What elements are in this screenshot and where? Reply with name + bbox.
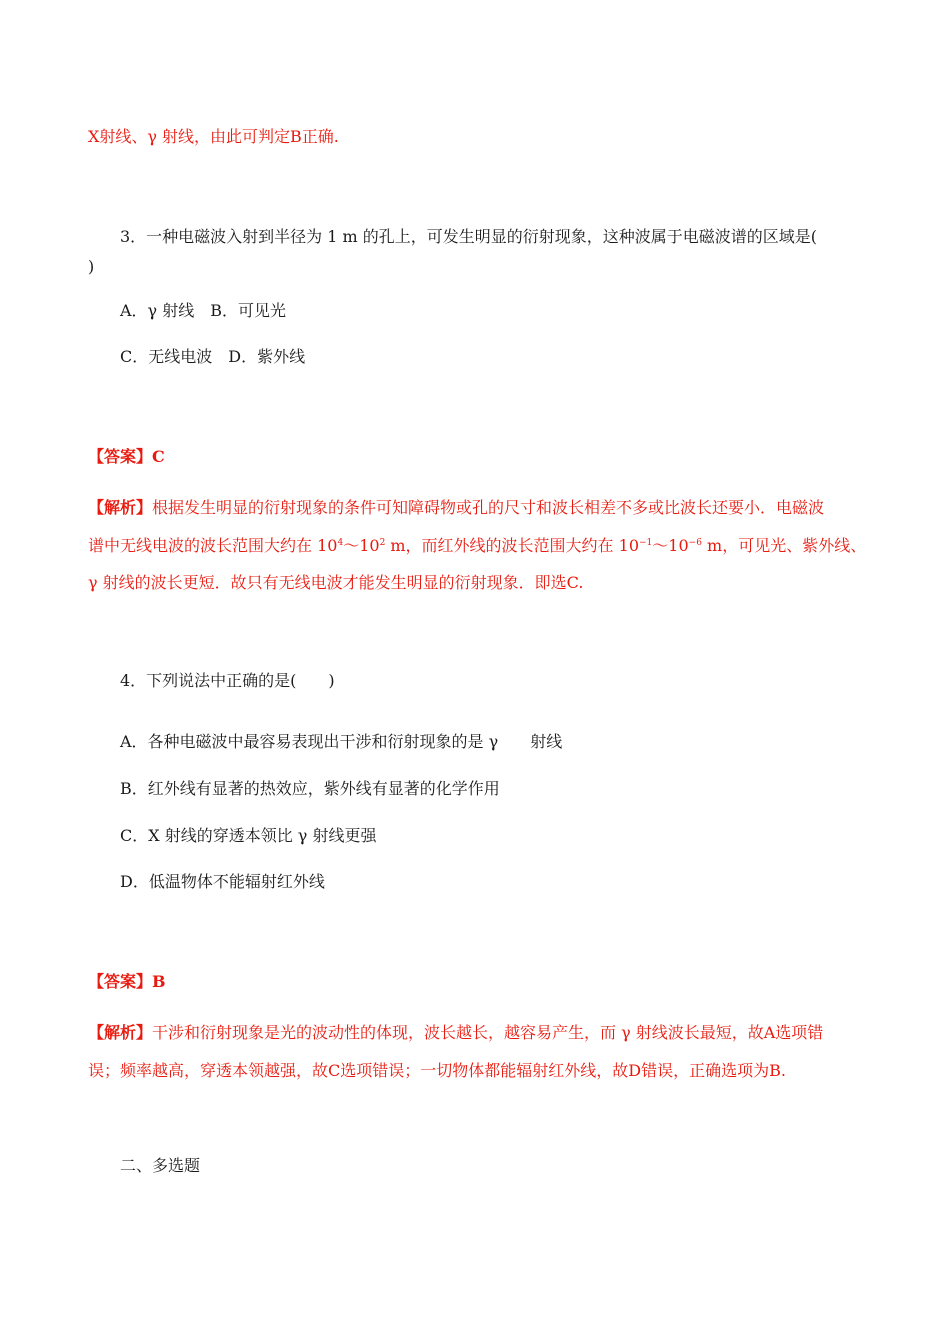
- q3-options-ab: A．γ 射线 B．可见光: [120, 301, 286, 320]
- q3-stem: 3．一种电磁波入射到半径为 1 m 的孔上，可发生明显的衍射现象，这种波属于电磁波谱的区域是(: [120, 227, 818, 246]
- q3-stem-end: ): [88, 257, 95, 276]
- exponent: 4: [337, 538, 344, 548]
- analysis-text: m，而红外线的波长范围大约在 10: [385, 536, 640, 555]
- q3-options-cd: C．无线电波 D．紫外线: [120, 347, 306, 366]
- q4-option-b: B．红外线有显著的热效应，紫外线有显著的化学作用: [120, 779, 500, 798]
- analysis-text: ～10: [652, 536, 689, 555]
- q4-answer: [88, 971, 166, 993]
- q3-analysis-line2: [88, 535, 866, 557]
- answer-value: B: [152, 972, 166, 991]
- analysis-text: ～10: [343, 536, 380, 555]
- analysis-label: 【解析】: [88, 498, 153, 517]
- q4-stem: 4．下列说法中正确的是( ): [120, 671, 335, 690]
- q4-analysis-line2: 误；频率越高，穿透本领越强，故C选项错误；一切物体都能辐射红外线，故D错误，正确选项为B.: [88, 1061, 786, 1080]
- section-heading: 二、多选题: [120, 1156, 201, 1175]
- analysis-continuation: X射线、γ 射线，由此可判定B正确.: [88, 127, 339, 146]
- analysis-text: 根据发生明显的衍射现象的条件可知障碍物或孔的尺寸和波长相差不多或比波长还要小．电磁波: [152, 498, 825, 517]
- answer-label: 【答案】: [88, 447, 153, 466]
- q4-option-a: A．各种电磁波中最容易表现出干涉和衍射现象的是 γ 射线: [120, 732, 563, 751]
- exponent: 2: [379, 538, 386, 548]
- exponent: −1: [639, 538, 653, 548]
- analysis-text: m，可见光、紫外线、: [701, 536, 867, 555]
- analysis-text: 谱中无线电波的波长范围大约在 10: [88, 536, 338, 555]
- q4-option-c: C．X 射线的穿透本领比 γ 射线更强: [120, 826, 377, 845]
- analysis-text: 干涉和衍射现象是光的波动性的体现，波长越长，越容易产生，而 γ 射线波长最短，故A选项错: [152, 1023, 824, 1042]
- analysis-label: 【解析】: [88, 1023, 153, 1042]
- q3-analysis-line3: γ 射线的波长更短．故只有无线电波才能发生明显的衍射现象．即选C.: [88, 573, 584, 592]
- q4-analysis-line1: [88, 1022, 823, 1044]
- answer-label: 【答案】: [88, 972, 153, 991]
- q3-answer: [88, 446, 165, 468]
- q3-analysis-line1: [88, 497, 824, 519]
- q4-option-d: D．低温物体不能辐射红外线: [120, 872, 325, 891]
- exponent: −6: [688, 538, 702, 548]
- answer-value: C: [152, 447, 165, 466]
